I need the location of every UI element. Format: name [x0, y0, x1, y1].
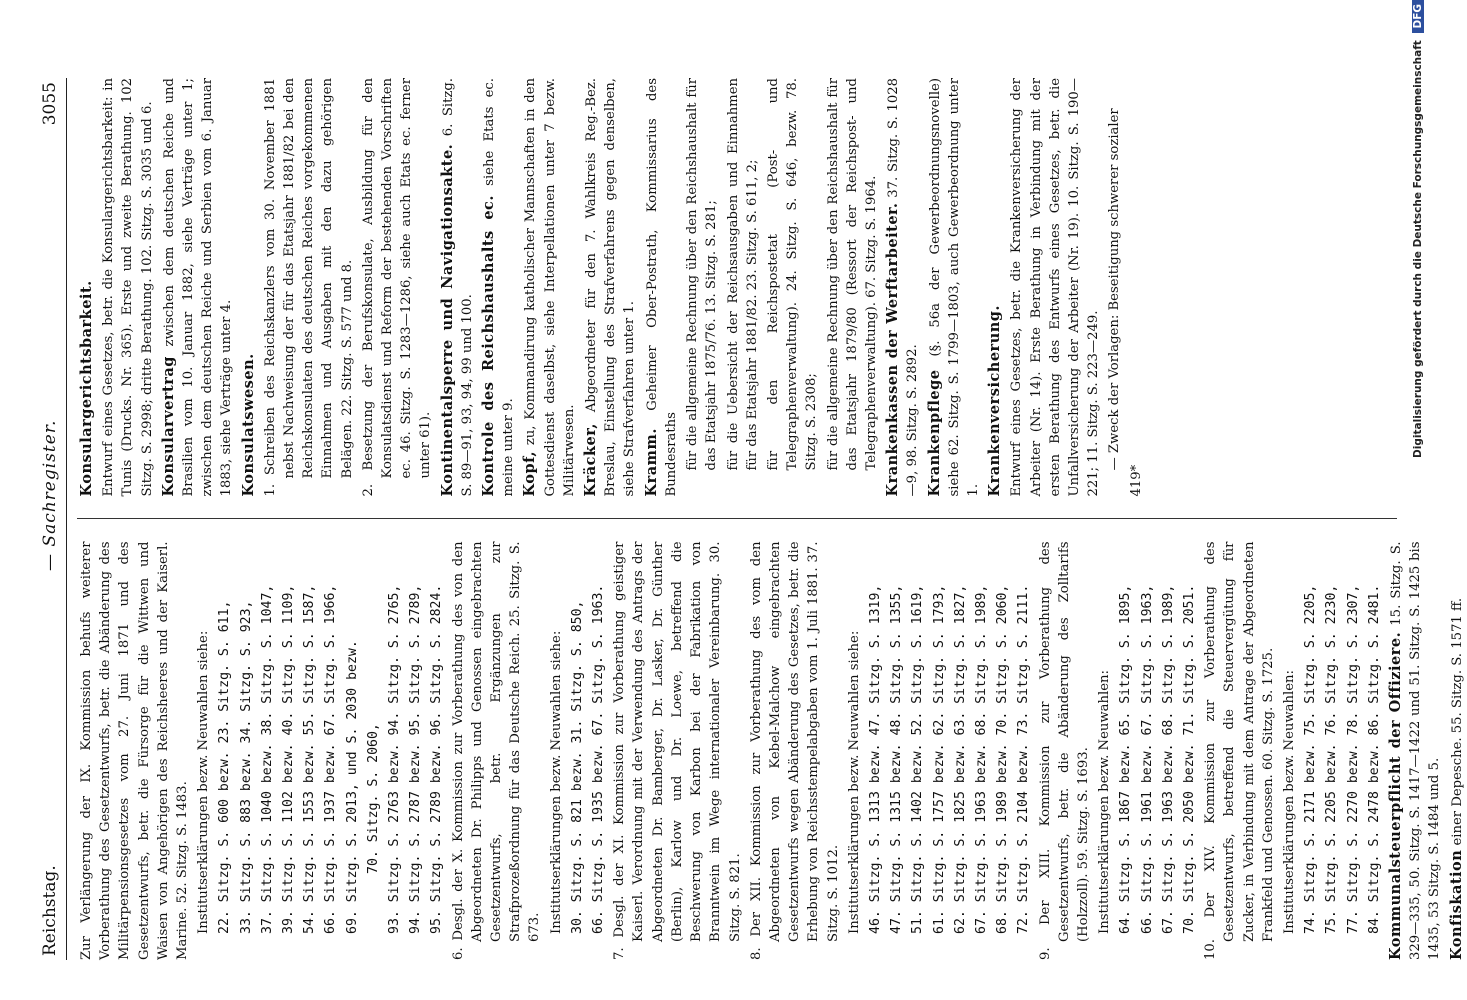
- list-item: 22. Sitzg. S. 600 bezw. 23. Sitzg. S. 611,: [217, 600, 233, 934]
- list-item: 70. Sitzg. S. 2060,: [365, 723, 381, 874]
- entry-heading: Krankenkassen der Werftarbeiter.: [884, 202, 902, 497]
- list-item: 75. Sitzg. S. 2205 bezw. 76. Sitzg. S. 2230,: [1324, 584, 1340, 934]
- list-item: 33. Sitzg. S. 883 bezw. 34. Sitzg. S. 923,: [238, 600, 254, 934]
- list-item: 39. Sitzg. S. 1102 bezw. 40. Sitzg. S. 1109,: [281, 584, 297, 934]
- index-entry: [77, 78, 97, 497]
- index-entry: [520, 78, 579, 497]
- index-entry: [479, 78, 518, 497]
- sub-entry: für die allgemeine Rechnung über den Reichshaushalt für das Etatsjahr 1879/80 (Ressort der Reichspost- und Telegraphenverwaltung). 67. Sitzg. S. 1964.: [825, 78, 879, 471]
- index-entry: [1447, 542, 1467, 961]
- entry-text: 15. Sitzg. S. 329—335, 50. Sitzg. S. 1417—1422 und 51. Sitzg. S. 1425 bis 1435, 53 Sitzg. S. 1484 und 5.: [1389, 541, 1443, 960]
- digitization-credit: [1410, 0, 1432, 1000]
- list-item: 37. Sitzg. S. 1040 bezw. 38. Sitzg. S. 1047,: [259, 584, 275, 934]
- credit-text-wrap: [1412, 0, 1430, 1000]
- index-entry: [883, 78, 922, 497]
- entry-heading: Kramm.: [642, 428, 660, 497]
- entry-heading: Krankenversicherung.: [986, 305, 1004, 497]
- credit-text: Digitalisierung gefördert durch die Deutsche Forschungsgemeinschaft: [1412, 40, 1424, 458]
- entry-text: Geheimer Ober-Postrath, Kommissarius des Bundesraths: [644, 78, 679, 497]
- page-number: 3055: [40, 82, 60, 126]
- list-item: 47. Sitzg. S. 1315 bezw. 48. Sitzg. S. 1355,: [889, 584, 905, 934]
- entry-text: siehe Etats ec. meine unter 9.: [482, 78, 517, 497]
- entry-heading: Konsularvertrag: [159, 356, 177, 497]
- entry-heading: Kontrole des Reichshaushalts ec.: [480, 195, 498, 497]
- header-title: Sachregister.: [40, 419, 60, 547]
- reference-list: [1116, 542, 1199, 961]
- header-left: Reichstag.: [40, 865, 60, 956]
- list-item: 74. Sitzg. S. 2171 bezw. 75. Sitzg. S. 2205,: [1303, 584, 1319, 934]
- sub-entry: für den Reichspostetat (Post- und Telegraphenverwaltung). 24. Sitzg. S. 646, bezw. 78. Sitzg. S. 2308;: [765, 78, 820, 471]
- entry-text: — Zweck der Vorlagen: Beseitigung schwerer sozialer: [1107, 108, 1123, 471]
- list-item: 72. Sitzg. S. 2104 bezw. 73. Sitzg. S. 2111.: [1016, 584, 1032, 934]
- index-entry: [581, 78, 640, 497]
- numbered-item: 2. Besetzung der Berufskonsulate, Ausbildung für den Konsulatsdienst und Reform der bestehenden Vorschriften ec. 46. Sitzg. S. 1283—1286, siehe auch Etats ec. ferner unter 61).: [360, 78, 434, 497]
- entry-heading: Kopf,: [521, 450, 539, 497]
- list-item: 67. Sitzg. S. 1963 bezw. 68. Sitzg. S. 1989,: [1160, 584, 1176, 934]
- entry-heading: Kommunalsteuerpflicht der Offiziere.: [1387, 631, 1404, 960]
- list-item: 66. Sitzg. S. 1961 bezw. 67. Sitzg. S. 1963,: [1139, 584, 1155, 934]
- numbered-item: 1. Schreiben des Reichskanzlers vom 30. November 1881 nebst Nachweisung der für das Etatsjahr 1881/82 bei den Reichskonsulaten des deutschen Reiches vorgekommenen Einnahmen und Ausgaben mit den dazu gehörigen Belägen. 22. Sitzg. S. 577 und 8.: [262, 78, 355, 497]
- index-entry: [159, 78, 237, 497]
- list-item: 69. Sitzg. S. 2013, und S. 2030 bezw.: [344, 640, 360, 934]
- list-title: Institutserklärungen bezw. Neuwahlen siehe:: [548, 630, 564, 934]
- entry-text: Entwurf eines Gesetzes, betr. die Konsulargerichtsbarkeit: in Tunis (Drucks. Nr. 365). Erste und zweite Berathung. 102 Sitzg. S. 2998; dritte Berathung. 102. Sitzg. S. 3035 und 6.: [101, 78, 155, 497]
- list-title: Institutserklärungen bezw. Neuwahlen siehe:: [846, 630, 862, 934]
- list-item: 54. Sitzg. S. 1553 bezw. 55. Sitzg. S. 1587,: [302, 584, 318, 934]
- reference-list: [568, 542, 608, 961]
- sub-entry: für die allgemeine Rechnung über den Reichshaushalt für das Etatsjahr 1875/76. 13. Sitzg. S. 281;: [685, 78, 720, 471]
- list-item: 61. Sitzg. S. 1757 bezw. 62. Sitzg. S. 1793,: [931, 584, 947, 934]
- list-item: 66. Sitzg. S. 1937 bezw. 67. Sitzg. S. 1966,: [323, 584, 339, 934]
- numbered-item: 10. Der XIV. Kommission zur Vorberathung des Gesetzentwurfs, betreffend die Steuervergütung für Zucker, in Verbindung mit dem Antrage der Abgeordneten Frankfeld und Genossen. 60. Sitzg. S. 1725.: [1203, 541, 1276, 960]
- index-entry: [438, 78, 477, 497]
- column-left: [77, 541, 1465, 961]
- list-title: Institutserklärungen bezw. Neuwahlen siehe:: [196, 630, 212, 934]
- list-item: 67. Sitzg. S. 1963 bezw. 68. Sitzg. S. 1989,: [973, 584, 989, 934]
- signature-mark: 419*: [1128, 464, 1144, 497]
- entry-heading: Kontinentalsperre und Navigationsakte.: [438, 143, 456, 497]
- entry-text: (§. 56a der Gewerbeordnungsnovelle) siehe 62. Sitzg. S. 1799—1803, auch Gewerbeordnung unter 1.: [927, 78, 981, 497]
- list-item: 95. Sitzg. S. 2789 bezw. 96. Sitzg. S. 2824.: [429, 584, 445, 934]
- numbered-item: 9. Der XIII. Kommission zur Vorberathung des Gesetzentwurfs, betr. die Abänderung des Zolltarifs (Holzzoll). 59. Sitzg. S. 1693.: [1037, 541, 1091, 960]
- header-center: [40, 420, 60, 571]
- list-item: 46. Sitzg. S. 1313 bezw. 47. Sitzg. S. 1319,: [867, 584, 883, 934]
- list-item: 84. Sitzg. S. 2478 bezw. 86. Sitzg. S. 2481.: [1366, 584, 1382, 934]
- column-right: [77, 78, 1397, 497]
- entry-text: Entwurf eines Gesetzes, betr. die Krankenversicherung der Arbeiter (Nr. 14). Erste Berathung in Verbindung mit der ersten Berathung des Entwurfs eines Gesetzes, betr. die Unfallversicherung der Arbeiter (Nr. 19). 10. Sitzg. S. 190—221; 11. Sitzg. S. 223—249.: [1009, 78, 1102, 497]
- list-item: 51. Sitzg. S. 1402 bezw. 52. Sitzg. S. 1619,: [910, 584, 926, 934]
- entry-heading: Kräcker,: [582, 423, 600, 497]
- list-title: Institutserklärungen bezw. Neuwahlen:: [1097, 670, 1113, 934]
- entry-text: einer Depesche. 55. Sitzg. S. 1571 ff.: [1449, 597, 1465, 846]
- list-item: 93. Sitzg. S. 2763 bezw. 94. Sitzg. S. 2765,: [387, 584, 403, 934]
- reference-list: [1301, 542, 1384, 961]
- column-divider: [77, 519, 1397, 520]
- index-entry: [925, 78, 984, 497]
- index-entry: [642, 78, 681, 497]
- entry-text: 37. Sitzg. S. 1028—9, 98. Sitzg. S. 2892.: [886, 77, 921, 497]
- reference-list: [866, 542, 1034, 961]
- entry-text: 6. Sitzg. S. 89—91, 93, 94, 99 und 100.: [440, 78, 475, 497]
- entry-heading: Krankenpflege: [925, 369, 943, 497]
- index-entry: [985, 78, 1005, 497]
- entry-heading: Konsulargerichtsbarkeit.: [78, 280, 95, 497]
- entry-text: Abgeordneter für den 7. Wahlkreis Reg.-Bez. Breslau, Einstellung des Strafverfahrens gegen denselben, siehe Strafverfahren unter 1.: [584, 78, 638, 497]
- sub-entry: für die Uebersicht der Reichsausgaben und Einnahmen für das Etatsjahr 1881/82. 23. Sitzg. S. 611, 2;: [725, 78, 760, 471]
- list-item: 62. Sitzg. S. 1825 bezw. 63. Sitzg. S. 1827,: [952, 584, 968, 934]
- paragraph: Zur Verlängerung der IX. Kommission behufs weiterer Vorberathung des Gesetzentwurfs, betr. die Abänderung des Militärpensionsgesetzes vom 27. Juni 1871 und des Gesetzentwurfs, betr. die Fürsorge für die Wittwen und Waisen von Angehörigen des Reichsheeres und der Kaiserl. Marine. 52. Sitzg. S. 1483.: [79, 541, 191, 960]
- entry-heading: Konsulatswesen.: [239, 353, 257, 497]
- list-item: 66. Sitzg. S. 1935 bezw. 67. Sitzg. S. 1963.: [591, 584, 607, 934]
- entry-text: zwischen dem deutschen Reiche und Brasilien vom 10. Januar 1882, siehe Verträge unter 1; zwischen dem deutschen Reiche und Serbien vom 6. Januar 1883, siehe Verträge unter 4.: [161, 78, 235, 497]
- index-entry: [239, 78, 259, 497]
- list-title: Institutserklärungen bezw. Neuwahlen:: [1281, 670, 1297, 934]
- list-item: 77. Sitzg. S. 2270 bezw. 78. Sitzg. S. 2307,: [1345, 584, 1361, 934]
- dfg-logo: DFG: [1412, 0, 1424, 33]
- page-header: [40, 78, 67, 960]
- numbered-item: 8. Der XII. Kommission zur Vorberathung des vom den Abgeordneten von Kebel-Malchow eingebrachten Gesetzentwurfs wegen Abänderung des Gesetzes, betr. die Erhebung von Reichsstempelabgaben vom 1. Juli 1881. 37. Sitzg. S. 1012.: [748, 541, 841, 960]
- numbered-item: 7. Desgl. der XI. Kommission zur Vorberathung geistiger Kaiserl. Verordnung mit der Verwendung des Antrags der Abgeordneten Dr. Bamberger, Dr. Lasker, Dr. Günther (Berlin), Karlow und Dr. Loewe, betreffend die Beschwerung von Karbon bei der Fabrikation von Branntwein im Wege internationaler Vereinbarung. 30. Sitzg. S. 821.: [612, 541, 743, 960]
- list-item: 70. Sitzg. S. 2050 bezw. 71. Sitzg. S. 2051.: [1181, 584, 1197, 934]
- list-item: 94. Sitzg. S. 2787 bezw. 95. Sitzg. S. 2789,: [408, 584, 424, 934]
- entry-text: zu, Kommandirung katholischer Mannschaften in den Gottesdienst daselbst, siehe Interpellationen unter 7 bezw. Militärwesen.: [523, 78, 577, 497]
- list-item: 68. Sitzg. S. 1989 bezw. 70. Sitzg. S. 2060,: [995, 584, 1011, 934]
- list-item: 64. Sitzg. S. 1867 bezw. 65. Sitzg. S. 1895,: [1118, 584, 1134, 934]
- header-dash: —: [40, 552, 60, 571]
- list-item: 30. Sitzg. S. 821 bezw. 31. Sitzg. S. 850,: [569, 600, 585, 934]
- numbered-item: 6. Desgl. der X. Kommission zur Vorberathung des von den Abgeordneten Dr. Philipps und Genossen eingebrachten Gesetzentwurfs, betr. Ergänzungen zur Strafprozeßordnung für das Deutsche Reich. 25. Sitzg. S. 673.: [450, 541, 543, 960]
- entry-heading: Konfiskation: [1447, 849, 1465, 960]
- reference-list: [215, 542, 446, 961]
